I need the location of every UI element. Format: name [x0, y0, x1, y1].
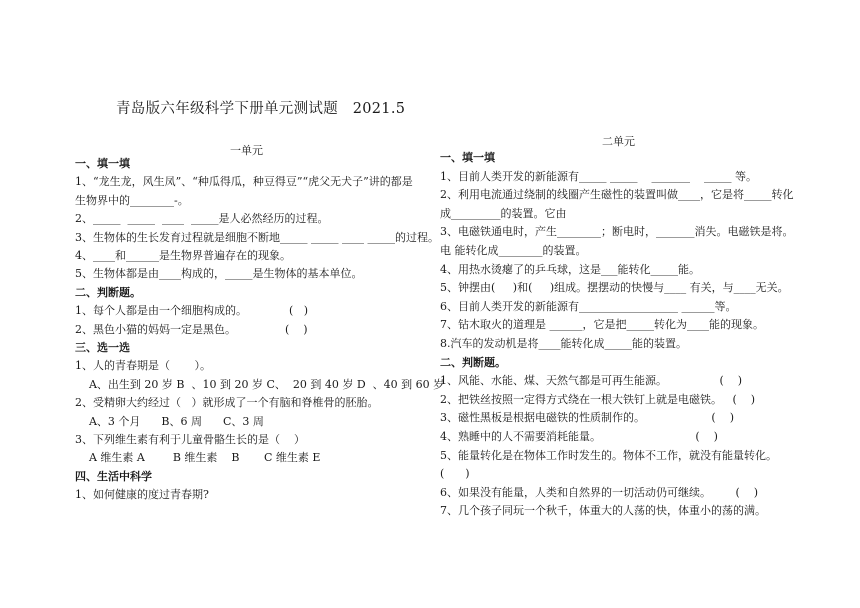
question-line: 5、生物体都是由____构成的，_____是生物体的基本单位。 — [75, 267, 363, 281]
question-line: 4、用热水烫瘪了的乒乓球，这是___能转化_____能。 — [440, 262, 700, 276]
question-line: 1、如何健康的度过青春期? — [75, 488, 209, 502]
question-line: 2、黑色小猫的妈妈一定是黑色。 ( ) — [75, 322, 308, 336]
question-line: 6、如果没有能量，人类和自然界的一切活动仍可继续。 ( ) — [440, 485, 759, 499]
question-line: 8.汽车的发动机是将____能转化成_____能的装置。 — [440, 337, 687, 350]
question-line: 4、____和______是生物界普遍存在的现象。 — [75, 249, 291, 262]
question-line: 2、把铁丝按照一定得方式绕在一根大铁钉上就是电磁铁。 ( ) — [440, 392, 756, 406]
question-line: 3、磁性黑板是根据电磁铁的性质制作的。 ( ) — [440, 411, 735, 425]
section-heading: 三、选一选 — [75, 341, 130, 354]
question-line: 1、风能、水能、煤、天然气都是可再生能源。 ( ) — [440, 374, 743, 388]
question-line: 4、熟睡中的人不需要消耗能量。 ( ) — [440, 430, 718, 443]
question-line: 2、_____ _____ ____ _____是人必然经历的过程。 — [75, 212, 329, 226]
section-heading: 一、填一填 — [440, 151, 495, 164]
page-title: 青岛版六年级科学下册单元测试题 2021.5 — [116, 101, 406, 117]
question-line: 5、能量转化是在物体工作时发生的。物体不工作，就没有能量转化。 — [440, 448, 777, 462]
question-line: 1、人的青春期是（ ）。 — [75, 359, 211, 373]
question-line: 2、利用电流通过绕制的线圈产生磁性的装置叫做____，它是将_____转化 — [440, 188, 794, 202]
question-line: 7、钻木取火的道理是 ______，它是把_____转化为____能的现象。 — [440, 318, 764, 332]
question-line: 6、目前人类开发的新能源有__________________ ______等。 — [440, 299, 737, 313]
question-line: 1、每个人都是由一个细胞构成的。 ( ) — [75, 304, 309, 318]
section-heading: 二、判断题。 — [75, 285, 141, 299]
question-line: 2、受精卵大约经过（ ）就形成了一个有脑和脊椎骨的胚胎。 — [75, 396, 379, 410]
unit-one-heading: 一单元 — [230, 144, 263, 157]
section-heading: 一、填一填 — [75, 157, 130, 170]
unit-one-column — [75, 0, 445, 608]
unit-two-heading: 二单元 — [602, 135, 635, 148]
unit-two-column — [440, 0, 800, 608]
question-line: 3、电磁铁通电时，产生________；断电时，_______消失。电磁铁是将。 — [440, 225, 794, 239]
question-line: 1、“龙生龙，风生凤”、“种瓜得瓜，种豆得豆”“虎父无犬子”讲的都是 — [75, 175, 413, 189]
section-heading: 二、判断题。 — [440, 355, 506, 369]
question-line: 5、钟摆由( )和( )组成。摆摆动的快慢与____ 有关，与____无关。 — [440, 281, 789, 295]
question-line: 生物界中的________-。 — [75, 193, 189, 207]
question-line: 成_________的装置。它由 — [440, 206, 567, 220]
question-line: ( ) — [440, 467, 470, 481]
section-heading: 四、生活中科学 — [75, 469, 152, 483]
question-line: 7、几个孩子同玩一个秋千，体重大的人荡的快，体重小的荡的满。 — [440, 504, 766, 518]
question-line: 1、目前人类开发的新能源有_____ _____ _______ _____ 等。 — [440, 169, 757, 183]
question-line: 电 能转化成________的装置。 — [440, 244, 587, 257]
question-line: A、出生到 20 岁 B 、10 到 20 岁 C、 20 到 40 岁 D 、40 到 60 岁 — [75, 377, 445, 391]
question-line: 3、生物体的生长发育过程就是细胞不断地_____ _____ ____ _____的过程。 — [75, 230, 439, 244]
question-line: 3、下列维生素有利于儿童骨骼生长的是（ ） — [75, 433, 305, 446]
question-line: A、3 个月 B、6 周 C、3 周 — [75, 414, 264, 428]
question-line: A 维生素 A B 维生素 B C 维生素 E — [75, 451, 321, 465]
